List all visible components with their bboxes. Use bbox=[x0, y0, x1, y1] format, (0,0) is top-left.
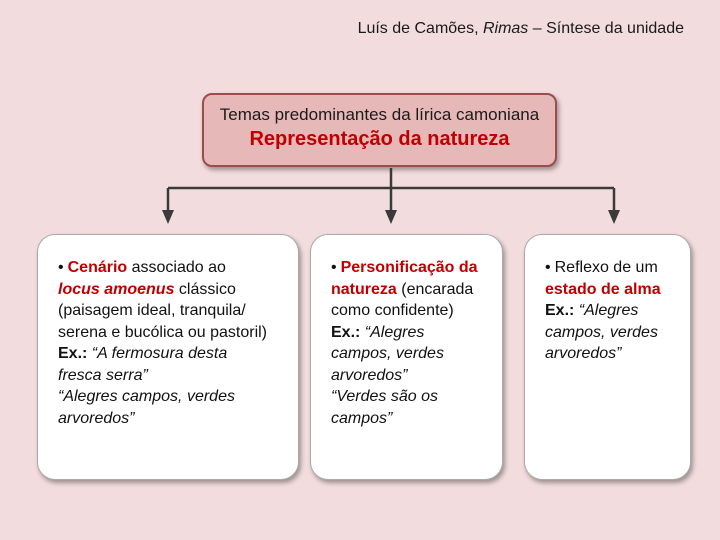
header-prefix: Luís de Camões, bbox=[357, 20, 483, 37]
card1-text-4: serena e bucólica ou pastoril) bbox=[58, 323, 268, 341]
card2-example-5: campos” bbox=[331, 409, 393, 427]
card2-example-2: campos, verdes bbox=[331, 345, 444, 362]
card2-example-3: arvoredos” bbox=[331, 366, 408, 384]
title-line-2: Representação da natureza bbox=[249, 128, 510, 150]
card1-term-2: locus amoenus bbox=[58, 280, 175, 298]
card3-example-2: campos, verdes bbox=[545, 323, 658, 341]
header-rimas: Rimas bbox=[482, 20, 529, 37]
card1-example-1: “A fermosura desta bbox=[87, 345, 228, 362]
card2-term: Personificação da bbox=[340, 259, 478, 276]
bullet: • bbox=[58, 259, 64, 276]
card1-example-3: “Alegres campos, verdes bbox=[58, 388, 235, 405]
card2-text-1: (encarada bbox=[396, 280, 474, 298]
card-state-of-mind bbox=[524, 234, 691, 480]
card-scenery bbox=[37, 234, 299, 480]
card2-text-2: como confidente) bbox=[331, 302, 454, 319]
arrow-left-head bbox=[162, 210, 174, 224]
card2-example-4: “Verdes são os bbox=[331, 388, 439, 405]
card1-text-1: associado ao bbox=[127, 259, 226, 276]
card3-ex-label: Ex.: bbox=[545, 302, 575, 319]
card1-example-4: arvoredos” bbox=[58, 409, 135, 427]
card1-text-2: clássico bbox=[174, 280, 236, 298]
bullet: • bbox=[545, 259, 551, 276]
arrow-center-head bbox=[385, 210, 397, 224]
card-personification bbox=[310, 234, 503, 480]
arrow-right-head bbox=[608, 210, 620, 224]
card1-ex-label: Ex.: bbox=[58, 345, 88, 362]
card3-text-1: Reflexo de um bbox=[554, 259, 658, 276]
card2-ex-label: Ex.: bbox=[331, 323, 361, 341]
card2-example-1: “Alegres bbox=[360, 323, 425, 341]
card3-example-1: “Alegres bbox=[574, 302, 639, 319]
header-suffix: – Síntese da unidade bbox=[528, 20, 684, 37]
card3-example-3: arvoredos” bbox=[545, 345, 622, 362]
card1-text-3: (paisagem ideal, tranquila/ bbox=[58, 302, 246, 319]
card2-term-2: natureza bbox=[331, 280, 397, 298]
card1-term: Cenário bbox=[67, 259, 128, 276]
card3-term: estado de alma bbox=[545, 280, 661, 298]
bullet: • bbox=[331, 259, 337, 276]
title-line-1: Temas predominantes da lírica camoniana bbox=[219, 105, 540, 124]
card1-example-2: fresca serra” bbox=[58, 366, 148, 384]
